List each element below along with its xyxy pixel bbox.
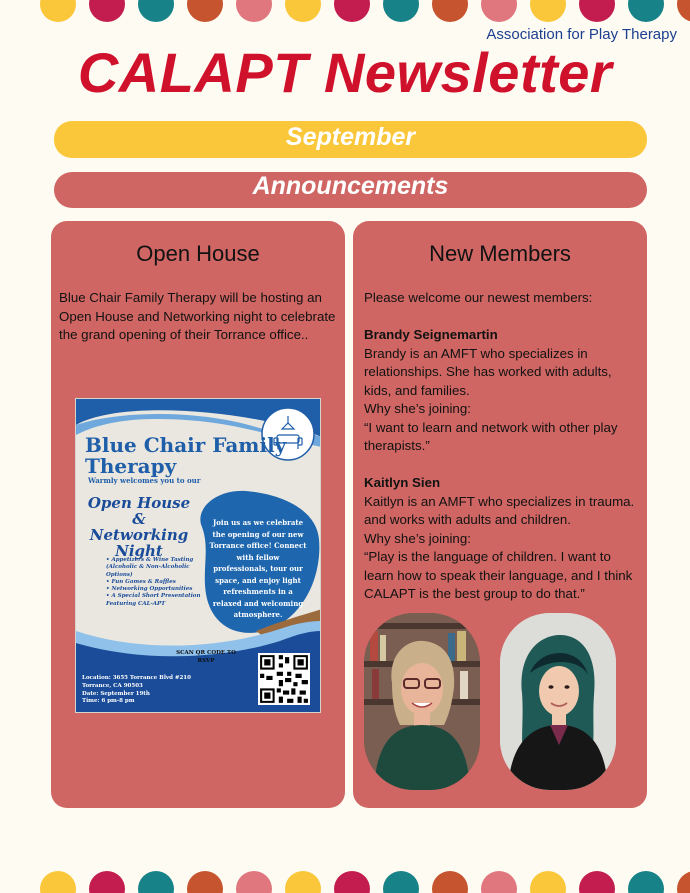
new-members-intro: Please welcome our newest members: <box>364 290 593 305</box>
member-quote: “I want to learn and network with other play therapists.” <box>364 419 618 453</box>
member-why-label: Why she’s joining: <box>364 530 471 546</box>
decorative-dot <box>579 0 615 22</box>
flyer-location: Location: 3655 Torrance Blvd #210 Torrance, CA 90503 <box>82 675 191 689</box>
decorative-dot <box>677 0 690 22</box>
flyer-event-title: Open House & Networking Night <box>87 494 191 560</box>
open-house-heading: Open House <box>136 241 260 266</box>
flyer-feature: • Fun Games & Raffles <box>106 579 211 586</box>
decorative-dot <box>628 0 664 22</box>
member-name: Brandy Seignemartin <box>364 327 498 342</box>
decorative-dot <box>432 0 468 22</box>
decorative-dot <box>530 871 566 893</box>
newsletter-title: CALAPT Newsletter <box>77 41 613 104</box>
flyer-feature: • Appetizers & Wine Tasting (Alcoholic & Non-Alcoholic Options) <box>106 557 211 579</box>
flyer-feature: • A Special Short Presentation Featuring CAL-APT <box>106 593 211 608</box>
decorative-dot <box>89 871 125 893</box>
decorative-dot <box>285 0 321 22</box>
member-photo <box>364 613 480 790</box>
decorative-dot <box>432 871 468 893</box>
flyer-org-name: Blue Chair Family Therapy <box>85 433 287 478</box>
decorative-dot <box>628 871 664 893</box>
month-banner: September <box>54 121 647 158</box>
decorative-dot <box>187 0 223 22</box>
flyer-time: Time: 6 pm-8 pm <box>82 698 135 705</box>
member-why-label: Why she’s joining: <box>364 401 471 416</box>
member-name: Kaitlyn Sien <box>364 475 441 490</box>
new-members-heading: New Members <box>429 241 571 266</box>
decorative-dot <box>285 871 321 893</box>
member-bio: Kaitlyn is an AMFT who specializes in trauma. and works with adults and children. <box>364 493 635 527</box>
member-portrait-illustration <box>364 613 480 790</box>
new-members-card <box>353 221 647 808</box>
flyer-details <box>82 675 217 706</box>
open-house-card <box>51 221 345 808</box>
decorative-dot <box>334 871 370 893</box>
flyer-date: Date: September 19th <box>82 690 150 697</box>
open-house-text: Blue Chair Family Therapy will be hosting an Open House and Networking night to celebrate the grand opening of their Torrance office.. <box>59 290 336 342</box>
flyer-invite-text: Join us as we celebrate the opening of our new Torrance office! Connect with fellow professionals, tour our space, and enjoy light refreshments in a relaxed and welcoming atmosphere. <box>209 518 307 619</box>
decorative-dot <box>89 0 125 22</box>
flyer-feature-list <box>106 557 211 608</box>
flyer-feature: • Networking Opportunities <box>106 586 211 593</box>
top-dot-border <box>0 0 690 26</box>
decorative-dot <box>481 871 517 893</box>
decorative-dot <box>138 0 174 22</box>
decorative-dot <box>40 0 76 22</box>
member-entry <box>364 474 641 604</box>
open-house-flyer <box>75 398 321 713</box>
decorative-dot <box>334 0 370 22</box>
decorative-dot <box>187 871 223 893</box>
decorative-dot <box>677 871 690 893</box>
decorative-dot <box>383 871 419 893</box>
association-name: Association for Play Therapy <box>486 26 677 43</box>
member-photo <box>500 613 616 790</box>
bottom-dot-border <box>0 871 690 893</box>
decorative-dot <box>481 0 517 22</box>
decorative-dot <box>236 871 272 893</box>
member-bio: Brandy is an AMFT who specializes in relationships. She has worked with adults, kids, and families. <box>364 345 612 398</box>
member-quote: “Play is the language of children. I want to learn how to speak their language, and I think CALAPT is the best group to do that.” <box>364 549 633 601</box>
qr-code-icon <box>258 653 310 705</box>
decorative-dot <box>579 871 615 893</box>
decorative-dot <box>236 0 272 22</box>
decorative-dot <box>40 871 76 893</box>
decorative-dot <box>530 0 566 22</box>
decorative-dot <box>138 871 174 893</box>
member-entry <box>364 326 641 456</box>
member-portrait-illustration <box>500 613 616 790</box>
flyer-scan-label: SCAN QR CODE TO RSVP <box>176 650 236 664</box>
flyer-welcome: Warmly welcomes you to our <box>88 476 201 485</box>
announcements-banner: Announcements <box>54 172 647 208</box>
decorative-dot <box>383 0 419 22</box>
